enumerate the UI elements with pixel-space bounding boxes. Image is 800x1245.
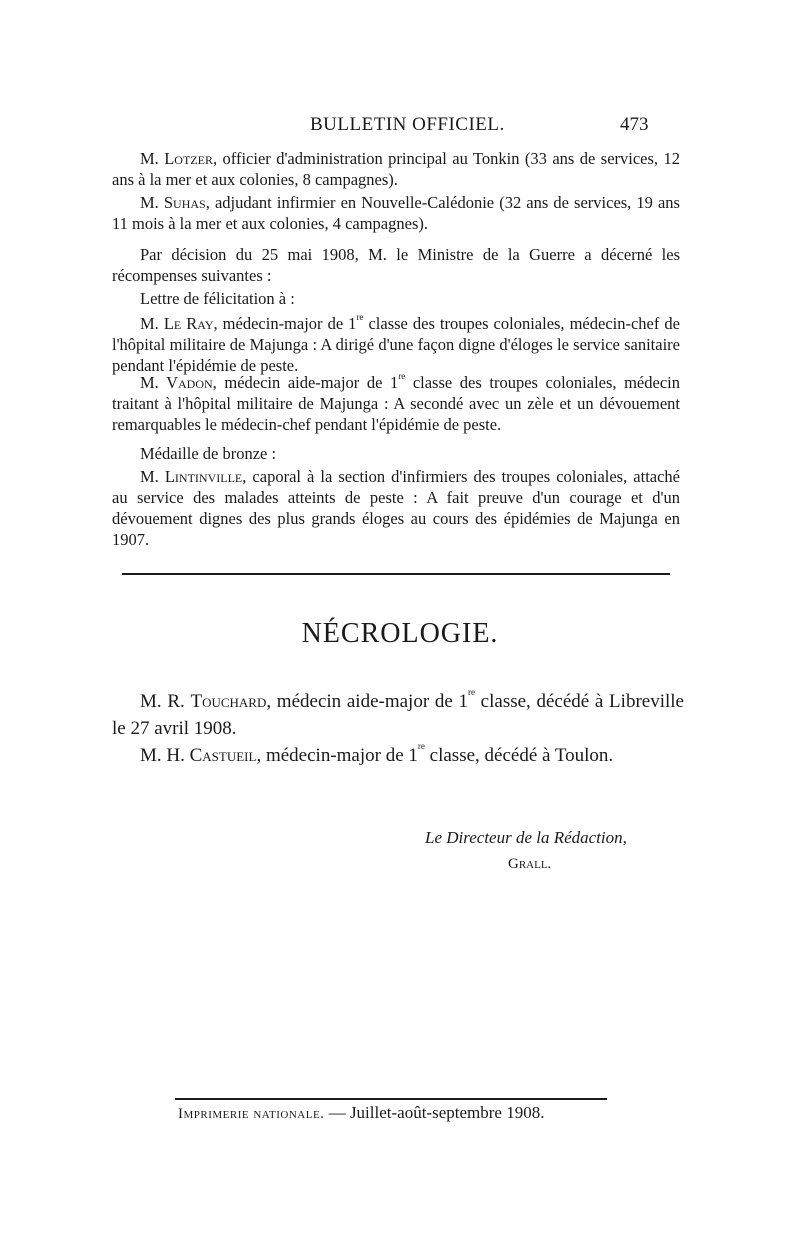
footer-imprint — [178, 1103, 544, 1123]
person-name: M. Suhas — [140, 193, 206, 212]
paragraph-text: classe des troupes coloniales, médecin traitant à l'hôpital militaire de Majunga : A secondé avec un zèle et un dévouement remarquables le médecin-chef pendant l'épidémie de peste. — [112, 373, 680, 434]
footer-dash: — — [324, 1103, 350, 1122]
paragraph-lotzer — [112, 148, 680, 190]
person-name: Castueil — [189, 745, 257, 766]
person-name: Touchard — [190, 691, 267, 712]
entry-text: , médecin-major de 1 — [256, 745, 418, 766]
person-name: M. Le Ray — [140, 314, 214, 333]
paragraph-text: , adjudant infirmier en Nouvelle-Calédonie (32 ans de services, 19 ans 11 mois à la mer et aux colonies, 4 campagnes). — [112, 193, 680, 233]
paragraph-text: , caporal à la section d'infirmiers des troupes coloniales, attaché au service des malades atteints de peste : A fait preuve d'un courage et d'un dévouement dignes des plus grands éloges au cours des épidémies de Majunga en 1907. — [112, 467, 681, 549]
running-header-title: BULLETIN OFFICIEL. — [310, 114, 505, 135]
paragraph-text: , médecin-major de 1 — [213, 314, 357, 333]
paragraph-text: , officier d'administration principal au Tonkin (33 ans de services, 12 ans à la mer et aux colonies, 8 campagnes). — [112, 149, 680, 189]
entry-text: , médecin aide-major de 1 — [266, 691, 468, 712]
page-number: 473 — [620, 114, 649, 135]
ordinal-superscript: re — [356, 312, 364, 322]
paragraph-text: classe des troupes coloniales, médecin-chef de l'hôpital militaire de Majunga : A dirigé d'une façon digne d'éloges le service sanitaire pendant l'épidémie de peste. — [112, 314, 680, 375]
signature-title: Le Directeur de la Rédaction, — [425, 828, 627, 847]
paragraph-le-ray — [112, 313, 680, 376]
entry-prefix: M. R. — [140, 691, 191, 712]
paragraph-suhas — [112, 192, 680, 234]
signature-name: Grall. — [508, 856, 552, 872]
entry-prefix: M. H. — [140, 745, 190, 766]
section-divider — [122, 573, 670, 575]
person-name: M. Lintinville — [140, 467, 243, 486]
paragraph-medaille — [112, 443, 680, 464]
paragraph-text: Lettre de félicitation à : — [140, 289, 295, 308]
person-name: M. Lotzer — [140, 149, 213, 168]
paragraph-lettre — [112, 288, 680, 309]
necrologie-entry-castueil — [112, 742, 684, 769]
paragraph-lintinville — [112, 466, 680, 550]
footer-rule — [175, 1098, 607, 1100]
entry-text: classe, décédé à Toulon. — [424, 745, 614, 766]
paragraph-text: , médecin aide-major de 1 — [212, 373, 399, 392]
ordinal-superscript: re — [417, 741, 425, 751]
ordinal-superscript: re — [398, 371, 406, 381]
imprint-date: Juillet-août-septembre 1908. — [349, 1103, 545, 1122]
entry-text: classe, décédé à Libreville le 27 avril 1908. — [112, 691, 684, 739]
imprint-name: Imprimerie nationale. — [178, 1106, 325, 1122]
paragraph-text: Par décision du 25 mai 1908, M. le Ministre de la Guerre a décerné les récompenses suivantes : — [112, 245, 680, 285]
paragraph-text: Médaille de bronze : — [140, 444, 277, 463]
ordinal-superscript: re — [467, 687, 475, 697]
paragraph-decision — [112, 244, 680, 286]
necrologie-entry-touchard — [112, 688, 684, 742]
person-name: M. Vadon — [140, 373, 213, 392]
paragraph-vadon — [112, 372, 680, 435]
necrologie-title: NÉCROLOGIE. — [301, 618, 499, 649]
